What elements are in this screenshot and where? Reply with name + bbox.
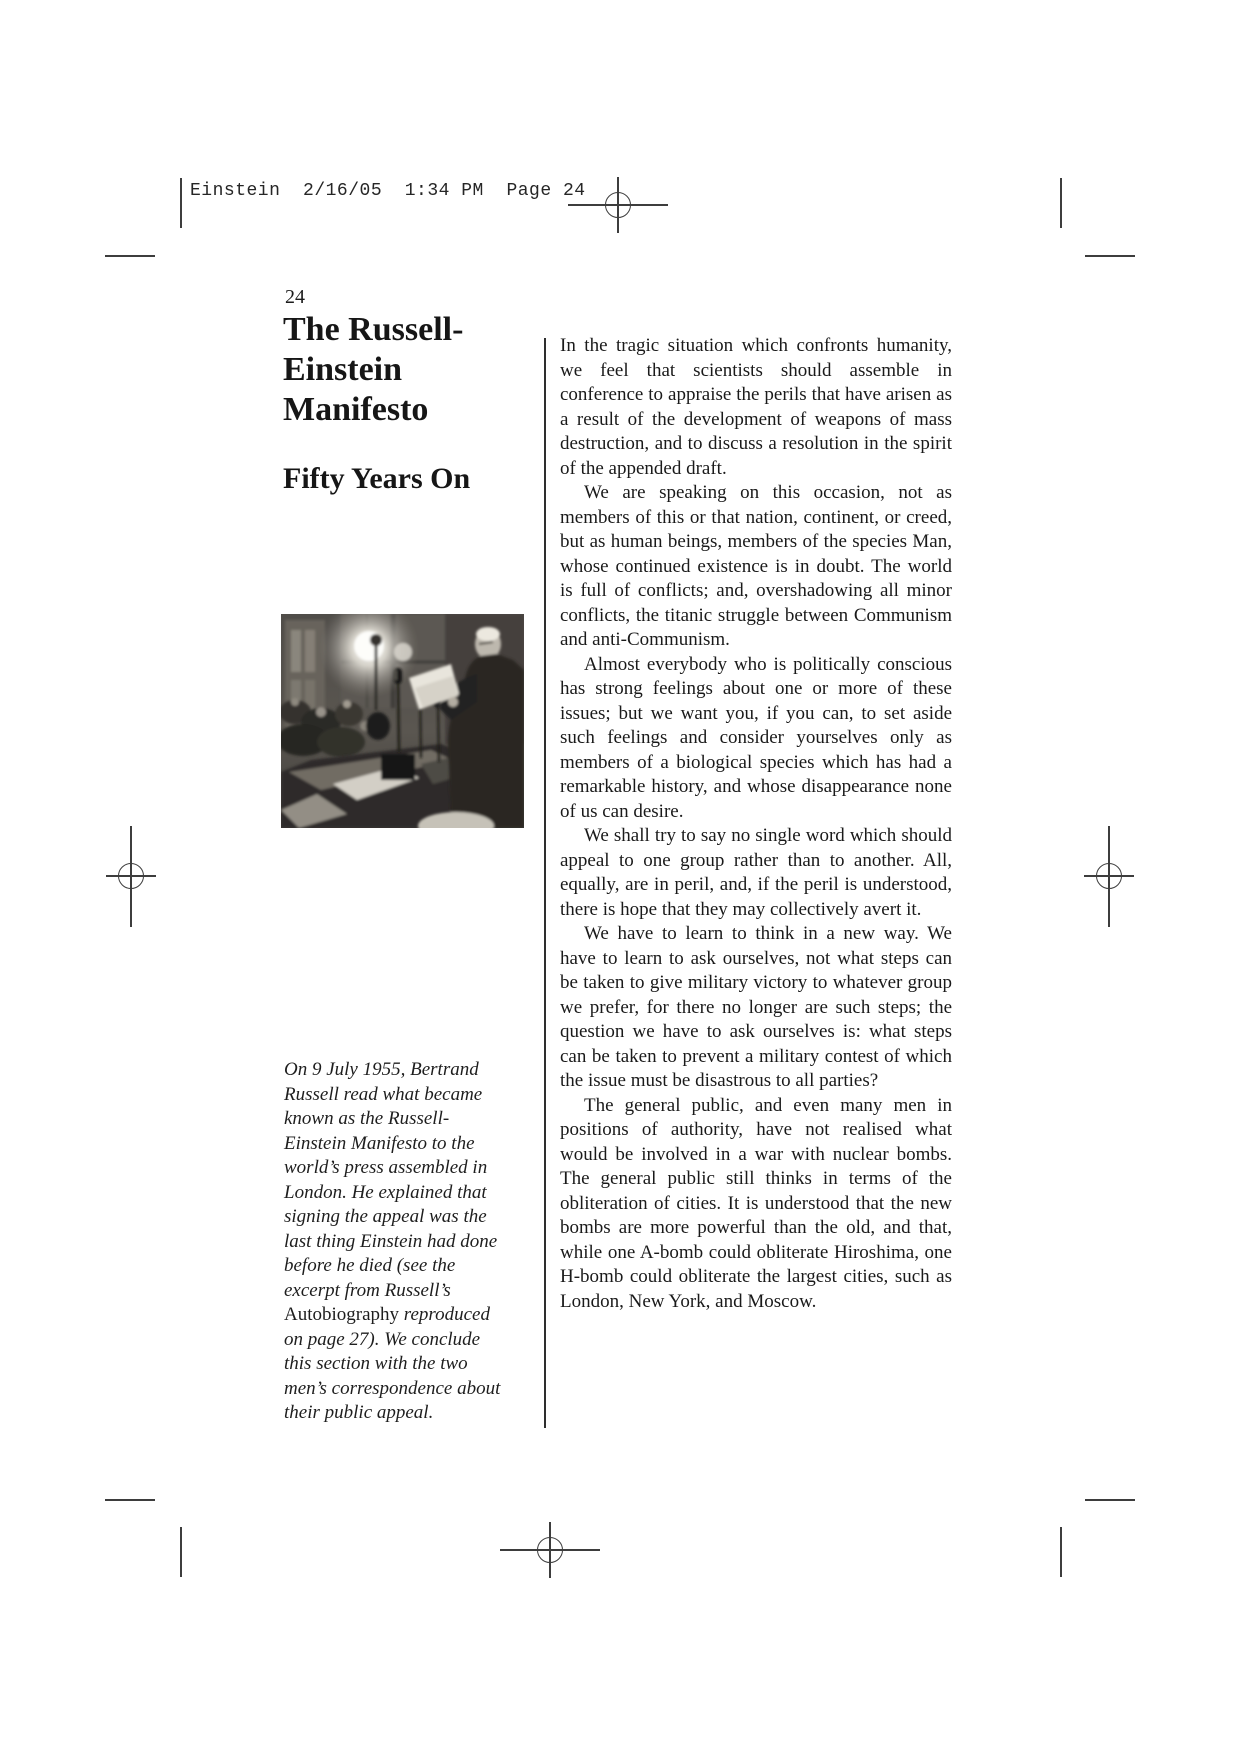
body-paragraph-1: In the tragic situation which confronts humanity, we feel that scientists should assemble in conference to appraise the perils that have arisen as a result of the development of weapons of mass destruction, and to discuss a resolution in the spirit of the appended draft. — [560, 335, 952, 479]
body-paragraph-5: We have to learn to think in a new way. We have to learn to ask ourselves, not what steps can be taken to give military victory to whatever group we prefer, for there no longer are such steps; the question we have to ask ourselves is: what steps can be taken to prevent a military contest of which the issue must be disastrous to all parties? — [560, 923, 952, 1091]
manifesto-body-text — [560, 334, 952, 1314]
crop-mark-top-right-vertical — [1060, 178, 1062, 228]
registration-mark-bottom-circle — [537, 1537, 563, 1563]
press-conference-photo — [281, 614, 524, 828]
caption-text-2: reproduced on page 27). We conclude this section with the two men’s correspondence about their public appeal. — [284, 1304, 501, 1423]
crop-mark-bottom-left-horizontal — [105, 1499, 155, 1501]
body-paragraph-2: We are speaking on this occasion, not as members of this or that nation, continent, or creed, but as human beings, members of the species Man, whose continued existence is in doubt. The world is full of conflicts; and, overshadowing all minor conflicts, the titanic struggle between Communism and anti-Communism. — [560, 482, 952, 650]
printer-slug: Einstein 2/16/05 1:34 PM Page 24 — [190, 181, 586, 201]
crop-mark-bottom-right-horizontal — [1085, 1499, 1135, 1501]
column-divider — [544, 338, 546, 1428]
photo-caption — [284, 1058, 510, 1426]
article-subtitle: Fifty Years On — [283, 462, 471, 495]
crop-mark-bottom-right-vertical — [1060, 1527, 1062, 1577]
crop-mark-top-left-vertical — [180, 178, 182, 228]
article-title: The Russell-Einstein Manifesto — [283, 311, 464, 428]
crop-mark-bottom-left-vertical — [180, 1527, 182, 1577]
page-number: 24 — [285, 286, 305, 308]
caption-book-title: Autobiography — [284, 1304, 400, 1325]
registration-mark-top-circle — [605, 192, 631, 218]
press-conference-photo-illustration — [281, 614, 524, 828]
caption-text-1: On 9 July 1955, Bertrand Russell read what became known as the Russell-Einstein Manifesto to the world’s press assembled in London. He explained that signing the appeal was the last thing Einstein had done before he died (see the excerpt from Russell’s — [284, 1059, 498, 1301]
crop-mark-top-right-horizontal — [1085, 255, 1135, 257]
body-paragraph-4: We shall try to say no single word which should appeal to one group rather than to another. All, equally, are in peril, and, if the peril is understood, there is hope that they may collectively avert it. — [560, 825, 952, 920]
crop-mark-top-left-horizontal — [105, 255, 155, 257]
body-paragraph-6: The general public, and even many men in positions of authority, have not realised what would be involved in a war with nuclear bombs. The general public still thinks in terms of the obliteration of cities. It is understood that the new bombs are more powerful than the old, and that, while one A-bomb could obliterate Hiroshima, one H-bomb could obliterate the largest cities, such as London, New York, and Moscow. — [560, 1094, 952, 1312]
registration-mark-left-circle — [118, 863, 144, 889]
registration-mark-right-circle — [1096, 863, 1122, 889]
body-paragraph-3: Almost everybody who is politically conscious has strong feelings about one or more of these issues; but we want you, if you can, to set aside such feelings and consider yourselves only as members of a biological species which has had a remarkable history, and whose disappearance none of us can desire. — [560, 653, 952, 822]
